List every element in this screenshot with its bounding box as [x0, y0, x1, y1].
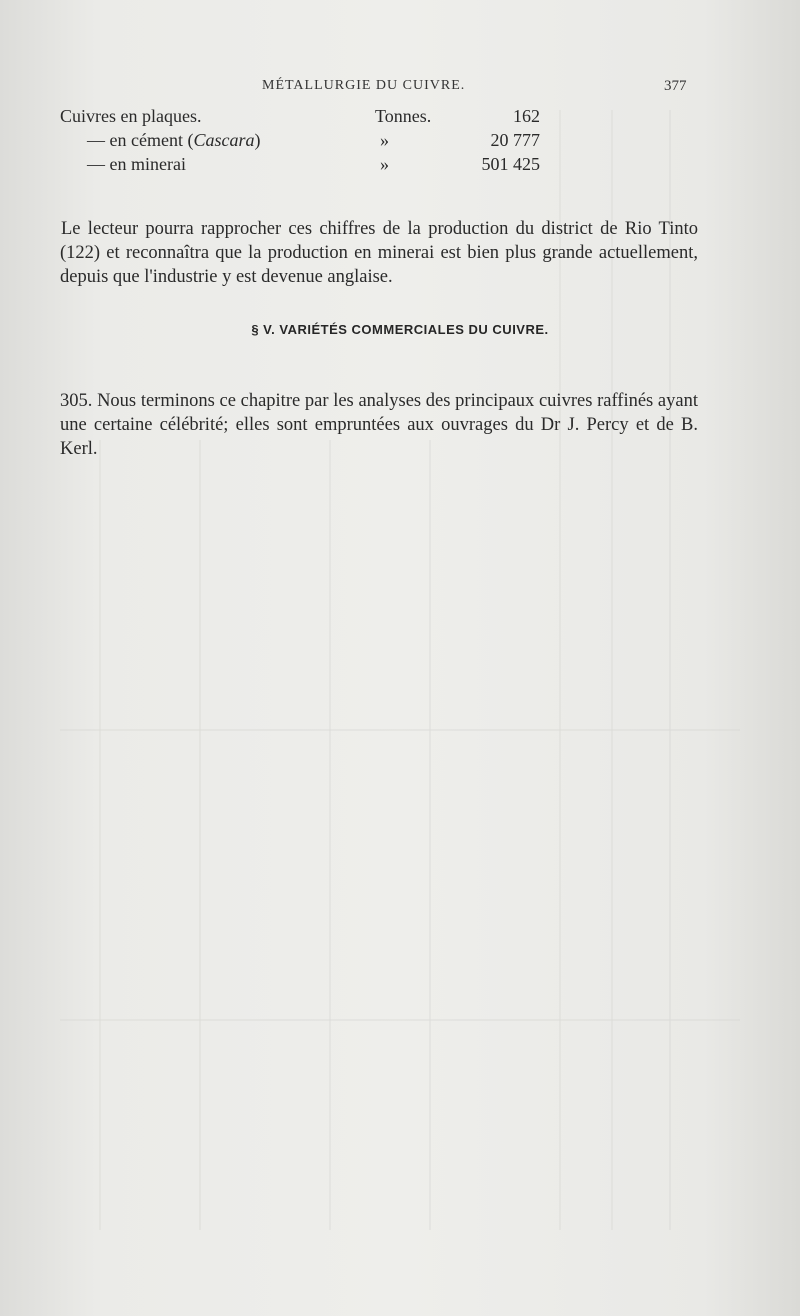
table-row: [60, 154, 540, 178]
row-value: 20 777: [490, 130, 540, 150]
row-ditto: »: [380, 154, 389, 174]
production-table: [60, 106, 540, 178]
row-label: — en cément (Cascara): [87, 130, 261, 150]
paragraph-rio-tinto: Le lecteur pourra rapprocher ces chiffres de la production du district de Rio Tinto (122) et reconnaîtra que la production en minerai est bien plus grande actuellement, depuis que l'industrie y est devenue anglaise.: [60, 218, 698, 287]
row-ditto: »: [380, 130, 389, 150]
row-label: Cuivres en plaques.: [60, 106, 202, 126]
running-title: MÉTALLURGIE DU CUIVRE.: [262, 78, 466, 93]
unit-header: Tonnes.: [375, 106, 432, 126]
row-label: — en minerai: [87, 154, 186, 174]
table-row: [60, 106, 540, 130]
section-title: § V. VARIÉTÉS COMMERCIALES DU CUIVRE.: [251, 322, 549, 337]
row-value: 162: [513, 106, 540, 126]
table-row: [60, 130, 540, 154]
page-number: 377: [664, 78, 687, 94]
paragraph-305: 305. Nous terminons ce chapitre par les analyses des principaux cuivres raffinés ayant une certaine célébrité; elles sont empruntées aux ouvrages du Dr J. Percy et de B. Kerl.: [60, 390, 698, 459]
row-value: 501 425: [481, 154, 540, 174]
